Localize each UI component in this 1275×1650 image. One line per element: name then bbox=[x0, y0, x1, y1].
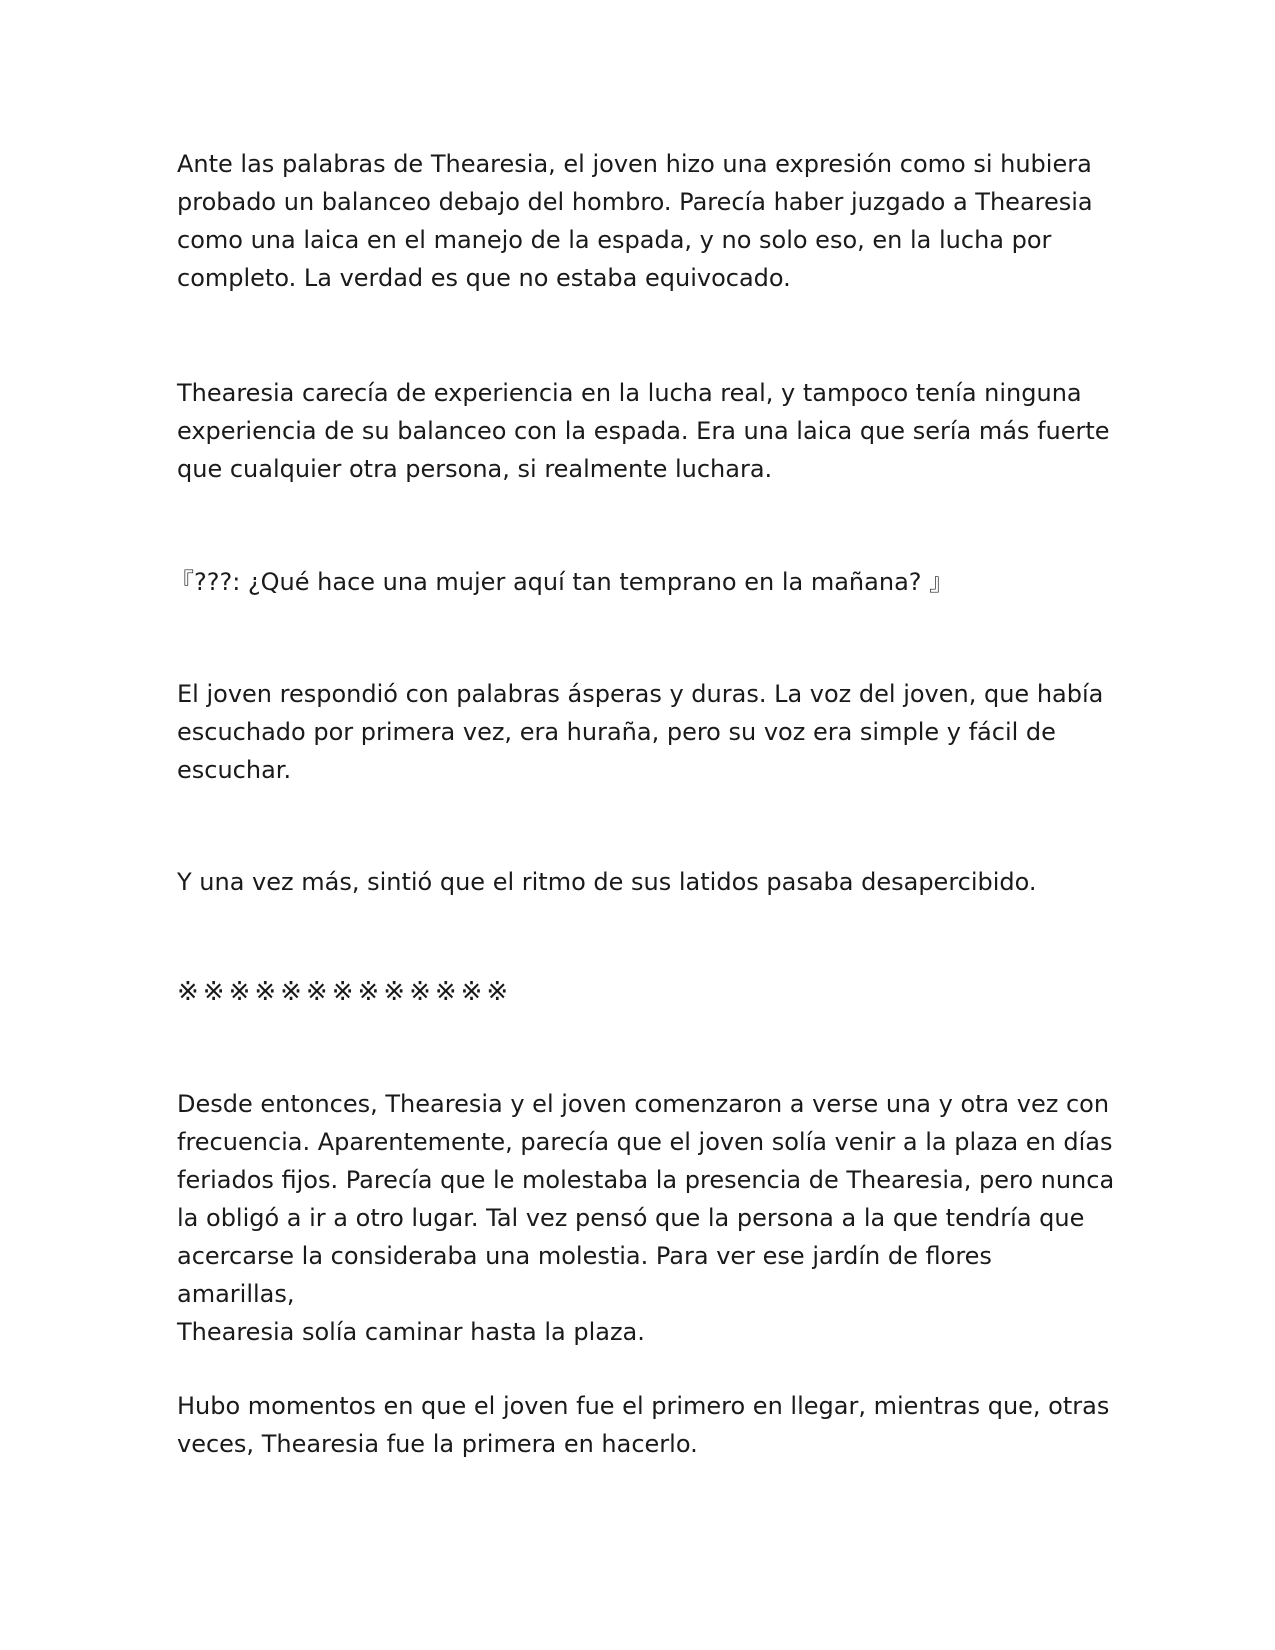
paragraph-3: El joven respondió con palabras ásperas y duras. La voz del joven, que había escuchado por primera vez, era huraña, pero su voz era simple y fácil de escuchar. bbox=[177, 680, 1104, 784]
paragraph-4: Y una vez más, sintió que el ritmo de sus latidos pasaba desapercibido. bbox=[177, 868, 1037, 896]
dialogue-line: 『???: ¿Qué hace una mujer aquí tan temprano en la mañana? 』 bbox=[170, 568, 954, 596]
paragraph-6: Hubo momentos en que el joven fue el primero en llegar, mientras que, otras veces, Thearesia fue la primera en hacerlo. bbox=[177, 1392, 1110, 1458]
scene-separator: ※※※※※※※※※※※※※ bbox=[177, 977, 513, 1007]
paragraph-5: Desde entonces, Thearesia y el joven comenzaron a verse una y otra vez con frecuencia. Aparentemente, parecía que el joven solía venir a la plaza en días feriados fijos. Parecía que le molestaba la presencia de Thearesia, pero nunca la obligó a ir a otro lugar. Tal vez pensó que la persona a la que tendría que acercarse la consideraba una molestia. Para ver ese jardín de flores amarillas, Thearesia solía caminar hasta la plaza. bbox=[177, 1090, 1115, 1346]
paragraph-1: Ante las palabras de Thearesia, el joven hizo una expresión como si hubiera probado un balanceo debajo del hombro. Parecía haber juzgado a Thearesia como una laica en el manejo de la espada, y no solo eso, en la lucha por completo. La verdad es que no estaba equivocado. bbox=[177, 150, 1093, 292]
paragraph-2: Thearesia carecía de experiencia en la lucha real, y tampoco tenía ninguna experiencia de su balanceo con la espada. Era una laica que sería más fuerte que cualquier otra persona, si realmente luchara. bbox=[177, 379, 1110, 483]
